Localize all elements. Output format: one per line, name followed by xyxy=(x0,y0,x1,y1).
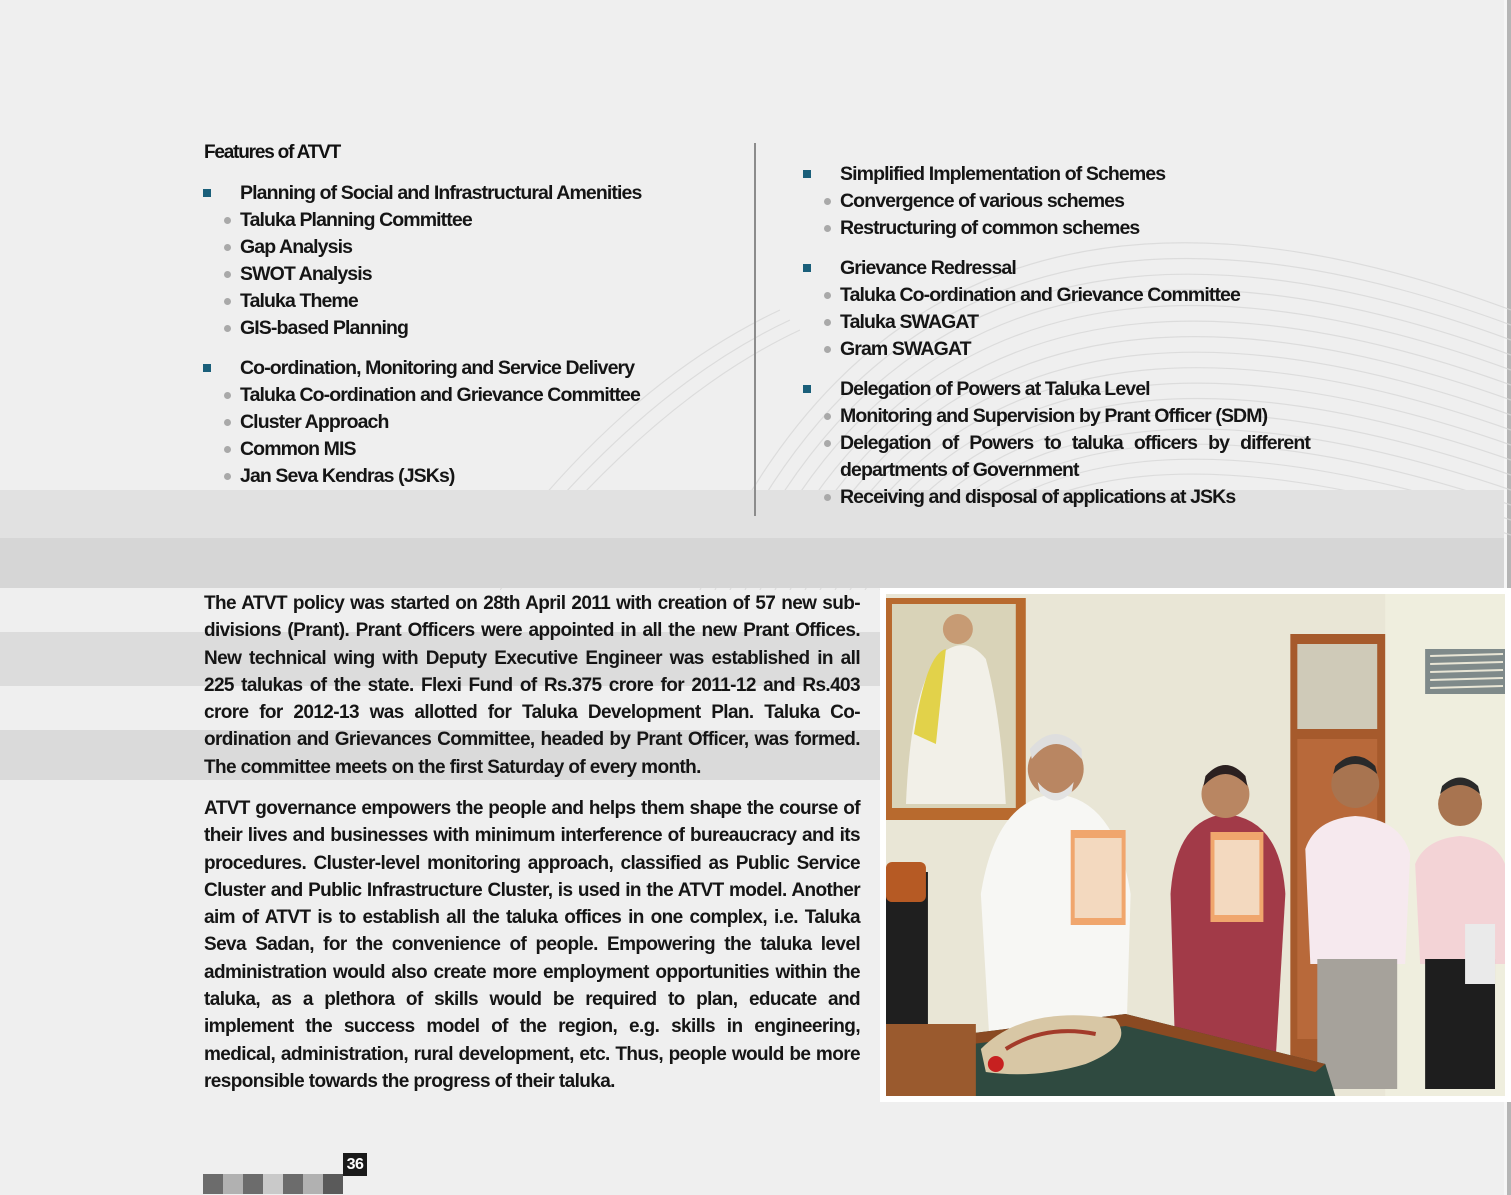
vent xyxy=(1425,649,1505,694)
dot-bullet-icon xyxy=(824,346,831,353)
dot-bullet-icon xyxy=(224,473,231,480)
feature-sub-item xyxy=(800,215,1310,242)
footer-square xyxy=(283,1174,303,1194)
feature-sub-item-text: Monitoring and Supervision by Prant Officer (SDM) xyxy=(840,405,1268,427)
footer-square xyxy=(303,1174,323,1194)
feature-group xyxy=(200,180,740,342)
feature-group xyxy=(800,255,1310,363)
feature-sub-item xyxy=(800,188,1310,215)
square-bullet-icon xyxy=(203,189,211,197)
feature-heading xyxy=(800,255,1310,282)
square-bullet-icon xyxy=(803,385,811,393)
dot-bullet-icon xyxy=(224,217,231,224)
feature-sub-item-text: Taluka Co-ordination and Grievance Committee xyxy=(840,284,1240,306)
dot-bullet-icon xyxy=(824,225,831,232)
body-paragraph: The ATVT policy was started on 28th April 2011 with creation of 57 new sub-divisions (Prant). Prant Officers were appointed in all the new Prant Offices. New technical wing with Deputy Executive Engineer was established in all 225 talukas of the state. Flexi Fund of Rs.375 crore for 2011-12 and Rs.403 crore for 2012-13 was allotted for Taluka Development Plan. Taluka Co-ordination and Grievances Committee, headed by Prant Officer, was formed. The committee meets on the first Saturday of every month. xyxy=(204,593,860,778)
dot-bullet-icon xyxy=(224,446,231,453)
dot-bullet-icon xyxy=(824,413,831,420)
feature-heading-text: Co-ordination, Monitoring and Service Delivery xyxy=(240,357,635,379)
feature-sub-item-text: Cluster Approach xyxy=(240,411,389,433)
dot-bullet-icon xyxy=(224,392,231,399)
feature-sub-item xyxy=(800,430,1310,484)
feature-sub-item-text: Gram SWAGAT xyxy=(840,338,971,360)
dot-bullet-icon xyxy=(824,319,831,326)
feature-group xyxy=(200,355,740,490)
feature-sub-item-text: Delegation of Powers to taluka officers by different departments of Government xyxy=(840,432,1310,481)
dot-bullet-icon xyxy=(824,494,831,501)
event-photo xyxy=(880,588,1511,1102)
feature-sub-item-text: Taluka Theme xyxy=(240,290,358,312)
feature-sub-item xyxy=(200,382,740,409)
feature-sub-item-text: Receiving and disposal of applications at JSKs xyxy=(840,486,1236,508)
feature-heading-text: Grievance Redressal xyxy=(840,257,1016,279)
feature-sub-item xyxy=(200,288,740,315)
features-heading: Features of ATVT xyxy=(204,142,340,163)
feature-sub-item-text: Convergence of various schemes xyxy=(840,190,1125,212)
feature-sub-item-text: SWOT Analysis xyxy=(240,263,372,285)
feature-sub-item xyxy=(800,309,1310,336)
footer-square xyxy=(223,1174,243,1194)
page-footer-decoration xyxy=(203,1174,343,1194)
body-paragraph: ATVT governance empowers the people and helps them shape the course of their lives and businesses with minimum interference of bureaucracy and its procedures. Cluster-level monitoring approach, classified as Public Service Cluster and Public Infrastructure Cluster, is used in the ATVT model. Another aim of ATVT is to establish all the taluka offices in one complex, i.e. Taluka Seva Sadan, for the convenience of people. Empowering the taluka level administration would also create more employment opportunities within the taluka, as a plethora of skills would be required to plan, educate and implement the success model of the region, e.g. skills in engineering, medical, administration, rural development, etc. Thus, people would be more responsible towards the progress of their taluka. xyxy=(204,798,860,1092)
feature-sub-item xyxy=(200,463,740,490)
feature-sub-item xyxy=(200,234,740,261)
dot-bullet-icon xyxy=(824,292,831,299)
feature-sub-item xyxy=(800,403,1310,430)
feature-sub-item xyxy=(200,207,740,234)
feature-sub-item xyxy=(800,484,1310,511)
dot-bullet-icon xyxy=(224,419,231,426)
dot-bullet-icon xyxy=(224,271,231,278)
square-bullet-icon xyxy=(803,170,811,178)
dot-bullet-icon xyxy=(224,298,231,305)
feature-sub-item xyxy=(800,336,1310,363)
feature-heading xyxy=(800,161,1310,188)
feature-sub-item-text: GIS-based Planning xyxy=(240,317,408,339)
dot-bullet-icon xyxy=(224,244,231,251)
feature-sub-item-text: Common MIS xyxy=(240,438,356,460)
footer-square xyxy=(203,1174,223,1194)
footer-square xyxy=(323,1174,343,1194)
feature-sub-item xyxy=(200,409,740,436)
feature-heading xyxy=(200,355,740,382)
feature-group xyxy=(800,376,1310,511)
feature-heading xyxy=(800,376,1310,403)
feature-heading-text: Simplified Implementation of Schemes xyxy=(840,163,1166,185)
feature-sub-item-text: Taluka Co-ordination and Grievance Committee xyxy=(240,384,640,406)
features-left-column xyxy=(200,180,740,503)
feature-group xyxy=(800,161,1310,242)
features-right-column xyxy=(800,161,1310,524)
footer-square xyxy=(263,1174,283,1194)
feature-sub-item xyxy=(800,282,1310,309)
feature-sub-item-text: Taluka Planning Committee xyxy=(240,209,472,231)
feature-heading-text: Delegation of Powers at Taluka Level xyxy=(840,378,1150,400)
page-number: 36 xyxy=(343,1153,367,1176)
feature-sub-item-text: Jan Seva Kendras (JSKs) xyxy=(240,465,455,487)
dot-bullet-icon xyxy=(824,198,831,205)
feature-sub-item-text: Restructuring of common schemes xyxy=(840,217,1140,239)
photo-illustration xyxy=(886,594,1505,1096)
feature-sub-item-text: Taluka SWAGAT xyxy=(840,311,979,333)
column-divider xyxy=(754,143,756,516)
feature-heading-text: Planning of Social and Infrastructural Amenities xyxy=(240,182,642,204)
feature-sub-item xyxy=(200,436,740,463)
feature-heading xyxy=(200,180,740,207)
feature-sub-item xyxy=(200,315,740,342)
dot-bullet-icon xyxy=(824,440,831,447)
feature-sub-item-text: Gap Analysis xyxy=(240,236,353,258)
background-band xyxy=(0,538,1504,588)
square-bullet-icon xyxy=(803,264,811,272)
dot-bullet-icon xyxy=(224,325,231,332)
feature-sub-item xyxy=(200,261,740,288)
footer-square xyxy=(243,1174,263,1194)
square-bullet-icon xyxy=(203,364,211,372)
